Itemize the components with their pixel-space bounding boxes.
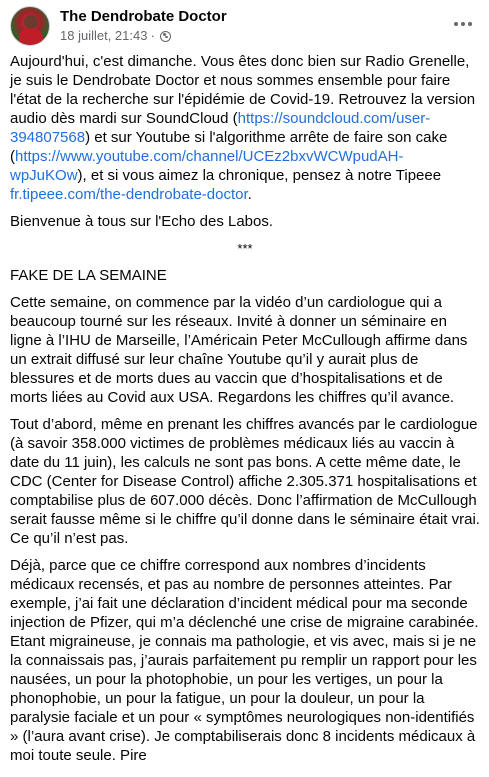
post-date[interactable]: 18 juillet, 21:43 [60,28,148,43]
paragraph-1: Cette semaine, on commence par la vidéo d’un cardiologue qui a beaucoup tourné sur les réseaux. Invité à donner un séminaire en ligne à l’IHU de Marseille, l’Américain Peter McCullough affirme dans un extrait diffusé sur leur chaîne Youtube qu’il y aurait plus de blessures et de morts dues au vaccin que d’hospitalisations et de morts liées au Covid aux USA. Regardons les chiffres qu’il avance. [10,294,468,406]
more-horizontal-icon [461,22,465,26]
paragraph-3: Déjà, parce que ce chiffre correspond aux nombres d’incidents médicaux recensés, et pas au nombre de personnes atteintes. Par exemple, j’ai fait une déclaration d’incident médical pour ma seconde injection de Pfizer, qui m’a déclenché une crise de migraine carabinée. Etant migraineuse, je connais ma pathologie, et vis avec, mais si je ne la connaissais pas, j’aurais parfaitement pu remplir un rapport pour les nausées, un pour la photophobie, un pour les vertiges, un pour la phonophobie, un pour la fatigue, un pour la douleur, un pour la paralysie faciale et un pour « symptômes neurologiques non-identifiés » (l’aura avant crise). Je comptabiliserais donc 8 incidents médicaux à moi toute seule. Pire [10,557,479,764]
more-horizontal-icon [454,22,458,26]
globe-icon[interactable] [160,31,171,42]
youtube-link[interactable]: https://www.youtube.com/channel/UCEz2bxvWCWpudAH-wpJuKOw [10,148,404,184]
intro-text-1: Aujourd'hui, c'est dimanche. Vous êtes donc bien sur Radio Grenelle, je suis le Dendrobate Doctor et nous sommes ensemble pour faire l'état de la recherche sur l'épidémie de Covid-19. Retrouvez la version audio dès mardi sur SoundCloud ( [10,53,476,127]
post-body [10,52,480,773]
welcome-paragraph: Bienvenue à tous sur l'Echo des Labos. [10,213,274,230]
intro-text-2: ) et sur Youtube si l'algorithme arrête de faire son cake ( [10,129,448,165]
more-horizontal-icon [468,22,472,26]
separator: *** [237,241,253,256]
paragraph-2: Tout d’abord, même en prenant les chiffres avancés par le cardiologue (à savoir 358.000 victimes de problèmes médicaux liés au vaccin à date du 11 juin), les calculs ne sont pas bons. A cette même date, le CDC (Center for Disease Control) affiche 2.305.371 hospitalisations et comptabilise plus de 607.000 décès. Donc l’affirmation de McCullough serait fausse même si le chiffre qu’il donne dans le séminaire était vrai. Ce qu’il n’est pas. [10,416,480,547]
intro-text-4: . [247,186,252,203]
section-title: FAKE DE LA SEMAINE [10,267,167,284]
soundcloud-link[interactable]: https://soundcloud.com/user-394807568 [10,110,431,146]
more-options-button[interactable] [451,14,475,34]
intro-paragraph [10,52,480,204]
avatar[interactable] [10,6,50,46]
author-name[interactable]: The Dendrobate Doctor [60,8,227,25]
intro-text-3: ), et si vous aimez la chronique, pensez à notre Tipeee [77,167,442,184]
post-meta [60,28,171,44]
meta-separator: · [150,28,155,43]
post-header [0,0,489,50]
tipeee-link[interactable]: fr.tipeee.com/the-dendrobate-doctor [10,186,248,203]
